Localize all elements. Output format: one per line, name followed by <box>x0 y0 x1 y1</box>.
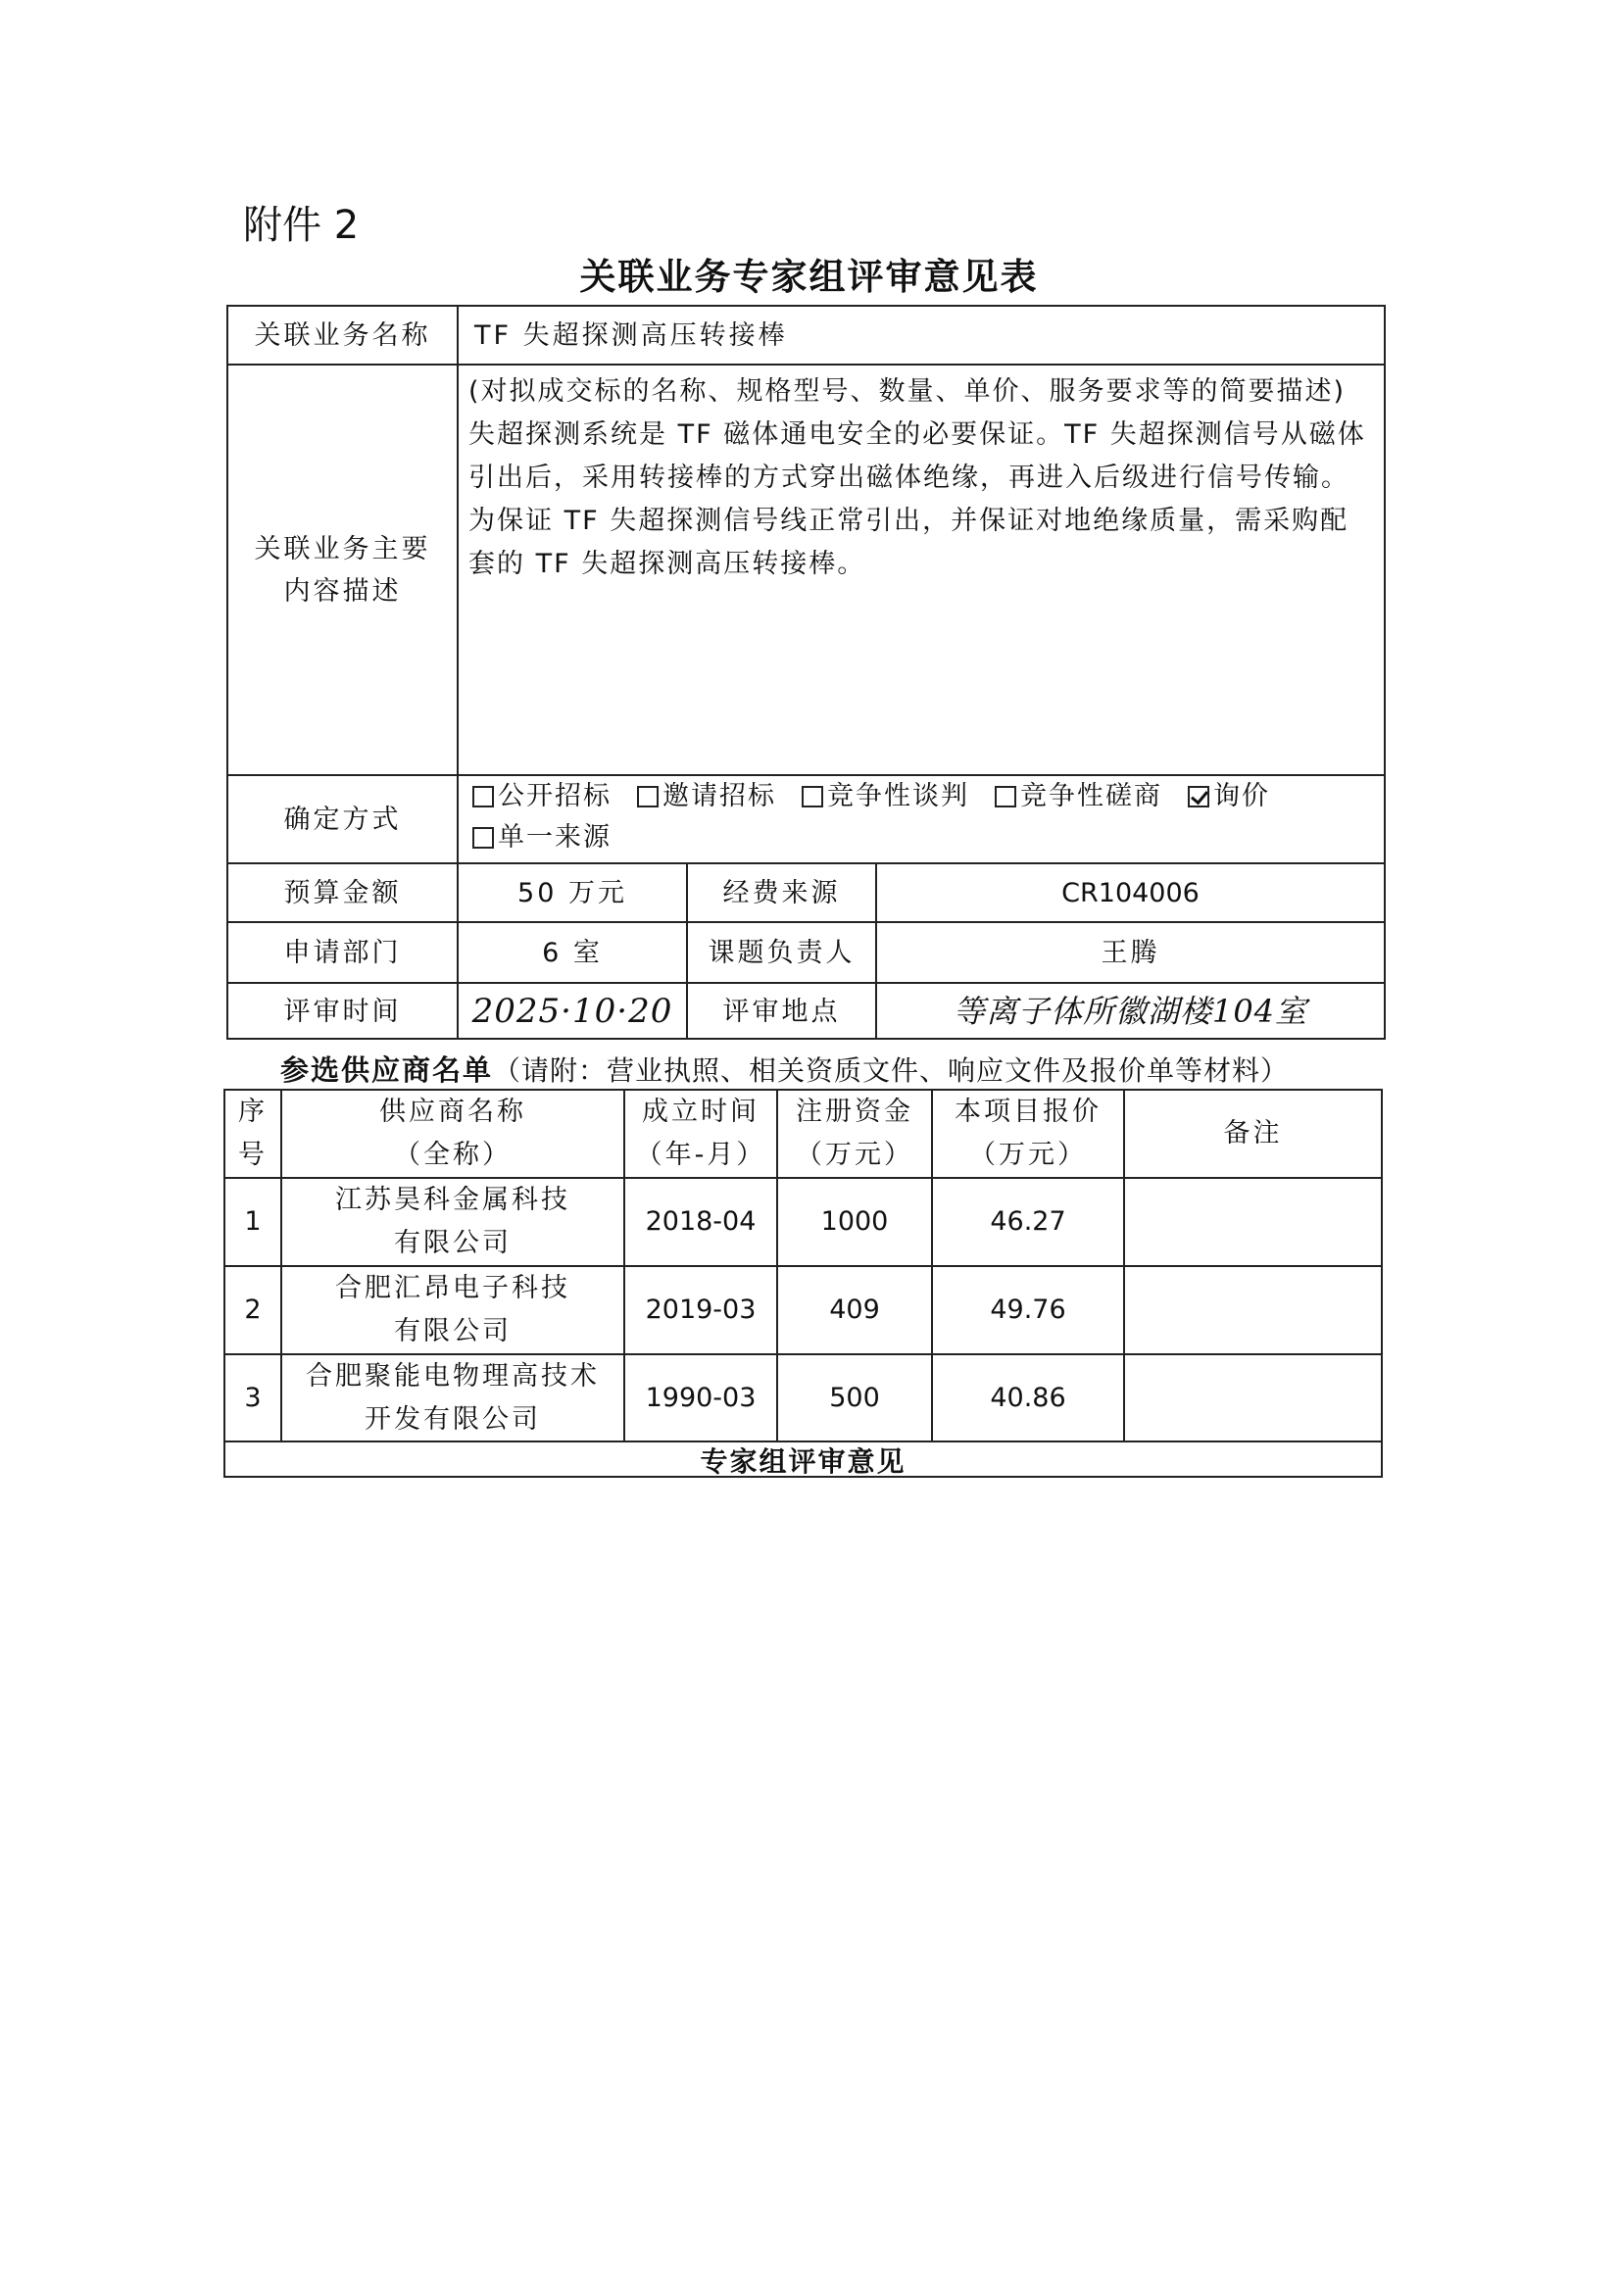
table-row-seq: 3 <box>244 1382 262 1413</box>
project-leader-label: 课题负责人 <box>708 937 856 968</box>
supplier-list-heading <box>280 1049 1289 1089</box>
table-row-supplier-name: 江苏昊科金属科技 有限公司 <box>335 1185 570 1258</box>
table-row-remarks <box>1125 1355 1381 1441</box>
review-location-label: 评审地点 <box>722 997 841 1027</box>
table-row-seq: 1 <box>244 1206 262 1237</box>
column-header-founded: 成立时间 （年-月） <box>635 1097 766 1170</box>
content-description-label-line2: 内容描述 <box>283 575 402 607</box>
table-row-founded: 2018-04 <box>645 1206 757 1237</box>
table-row-supplier-name: 合肥聚能电物理高技术 开发有限公司 <box>306 1360 600 1435</box>
content-description-text: 失超探测系统是 TF 磁体通电安全的必要保证。TF 失超探测信号从磁体引出后，采用转接棒的方式穿出磁体绝缘，再进入后级进行信号传输。为保证 TF 失超探测信号线正常引出，并保证对地绝缘质量，需采购配套的 TF 失超探测高压转接棒。 <box>468 419 1366 579</box>
content-description-label-line1: 关联业务主要 <box>254 533 431 564</box>
table-row-quote: 49.76 <box>990 1295 1066 1325</box>
form-title: 关联业务专家组评审意见表 <box>579 256 1039 298</box>
content-description-body <box>468 370 1374 586</box>
column-header-capital: 注册资金 （万元） <box>796 1097 913 1170</box>
table-row-quote: 40.86 <box>990 1382 1066 1413</box>
method-option-open-tender[interactable]: 公开招标 <box>472 776 612 817</box>
content-description-hint: (对拟成交标的名称、规格型号、数量、单价、服务要求等的简要描述) <box>468 376 1347 407</box>
department-label: 申请部门 <box>283 937 402 968</box>
column-header-remarks: 备注 <box>1223 1118 1283 1148</box>
project-leader-value: 王腾 <box>1101 937 1160 968</box>
table-row-capital: 409 <box>829 1295 880 1325</box>
checkbox-icon[interactable] <box>995 786 1016 807</box>
column-header-supplier-name: 供应商名称 （全称） <box>379 1097 526 1170</box>
funding-source-label: 经费来源 <box>722 877 841 908</box>
checkbox-icon[interactable] <box>802 786 823 807</box>
checked-checkbox-icon[interactable] <box>1188 786 1209 807</box>
funding-source-value: CR104006 <box>1061 877 1200 908</box>
table-row-founded: 2019-03 <box>645 1295 757 1325</box>
table-row-capital: 1000 <box>820 1206 889 1237</box>
column-header-quote: 本项目报价 （万元） <box>955 1097 1102 1170</box>
checkbox-icon[interactable] <box>637 786 659 807</box>
table-row-supplier-name: 合肥汇昂电子科技 有限公司 <box>335 1273 570 1346</box>
checkbox-icon[interactable] <box>472 786 494 807</box>
table-row-seq: 2 <box>244 1295 262 1325</box>
supplier-list-note: （请附：营业执照、相关资质文件、响应文件及报价单等材料） <box>493 1054 1290 1087</box>
determination-method-options <box>472 776 1374 858</box>
determination-method-label: 确定方式 <box>283 804 402 835</box>
table-row-remarks <box>1125 1267 1381 1353</box>
method-option-invited-tender[interactable]: 邀请招标 <box>637 776 776 817</box>
business-name-value: TF 失超探测高压转接棒 <box>474 319 788 351</box>
table-row-remarks <box>1125 1179 1381 1265</box>
attachment-label: 附件 2 <box>243 203 360 248</box>
review-time-label: 评审时间 <box>283 997 402 1027</box>
table-row-capital: 500 <box>829 1382 880 1413</box>
column-header-seq: 序 号 <box>238 1097 268 1170</box>
expert-opinion-heading: 专家组评审意见 <box>700 1445 907 1478</box>
method-option-inquiry[interactable]: 询价 <box>1188 776 1270 817</box>
supplier-list-title: 参选供应商名单 <box>280 1053 494 1087</box>
table-row-founded: 1990-03 <box>645 1382 757 1413</box>
budget-label: 预算金额 <box>283 877 402 908</box>
review-location-value: 等离子体所徽湖楼104室 <box>953 993 1308 1030</box>
method-option-competitive-consultation[interactable]: 竞争性磋商 <box>995 776 1162 817</box>
content-description-label <box>228 366 457 774</box>
business-name-label: 关联业务名称 <box>254 319 431 351</box>
checkbox-icon[interactable] <box>472 827 494 849</box>
review-time-value: 2025·10·20 <box>471 992 673 1031</box>
method-option-competitive-negotiation[interactable]: 竞争性谈判 <box>802 776 969 817</box>
department-value: 6 室 <box>542 937 603 968</box>
budget-value: 50 万元 <box>517 877 627 908</box>
table-row-quote: 46.27 <box>990 1206 1066 1237</box>
method-option-single-source[interactable]: 单一来源 <box>472 817 612 858</box>
